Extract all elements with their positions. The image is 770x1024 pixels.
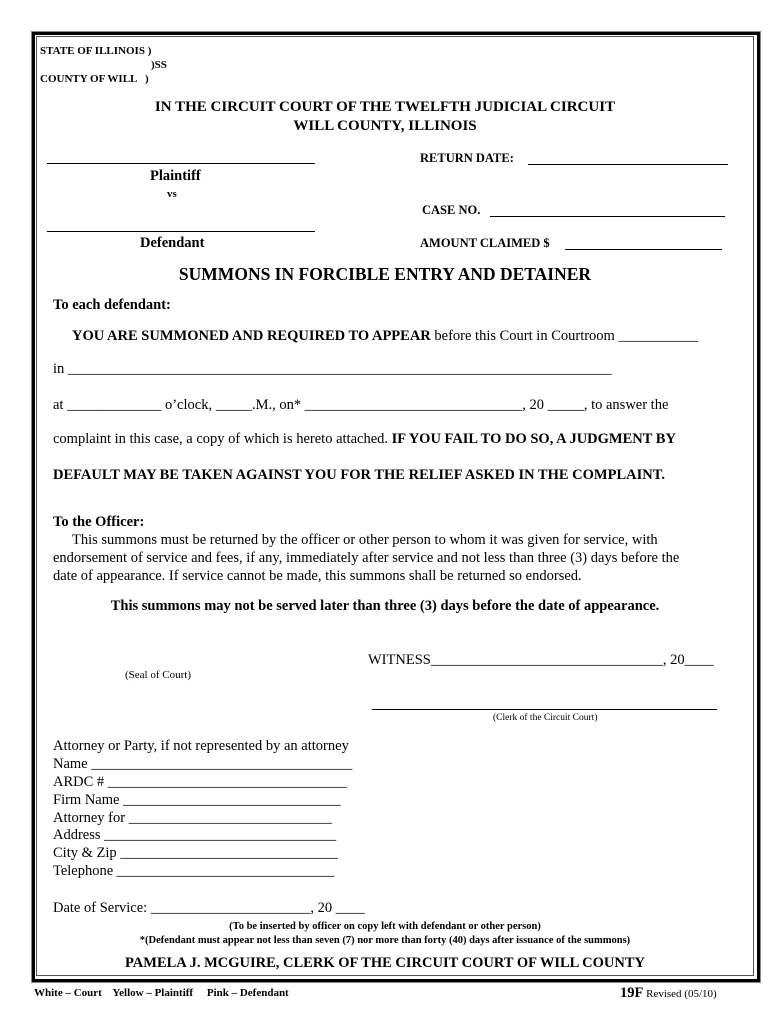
copy-distribution: White – Court Yellow – Plaintiff Pink – Defendant	[34, 987, 289, 999]
plaintiff-field[interactable]	[47, 163, 315, 164]
summoned-line	[72, 329, 698, 344]
attorney-heading: Attorney or Party, if not represented by an attorney	[53, 738, 349, 754]
clerk-label: (Clerk of the Circuit Court)	[493, 713, 598, 723]
form-id: 19F	[620, 985, 644, 1001]
default-warning: DEFAULT MAY BE TAKEN AGAINST YOU FOR THE RELIEF ASKED IN THE COMPLAINT.	[53, 467, 665, 483]
summoned-bold: YOU ARE SUMMONED AND REQUIRED TO APPEAR	[72, 328, 431, 344]
clerk-signature-field[interactable]	[372, 709, 717, 710]
complaint-text: complaint in this case, a copy of which is hereto attached.	[53, 431, 392, 447]
amount-claimed-label: AMOUNT CLAIMED $	[420, 236, 550, 250]
attorney-address-field[interactable]: Address ________________________________	[53, 827, 337, 843]
attorney-telephone-field[interactable]: Telephone ______________________________	[53, 863, 335, 879]
case-no-field[interactable]	[490, 216, 725, 217]
revision-date: Revised (05/10)	[643, 988, 717, 1000]
ss-label: )SS	[151, 59, 167, 71]
officer-text-2: endorsement of service and fees, if any, immediately after service and not less than three (3) days before the	[53, 550, 680, 566]
to-each-defendant: To each defendant:	[53, 297, 171, 313]
date-of-service-field[interactable]: Date of Service: ______________________, 20 ____	[53, 900, 365, 916]
form-number	[620, 986, 717, 1001]
complaint-line	[53, 432, 676, 447]
county-label: COUNTY OF WILL )	[40, 73, 149, 85]
plaintiff-label: Plaintiff	[150, 168, 201, 184]
return-date-field[interactable]	[528, 164, 728, 165]
service-limit-notice: This summons may not be served later than three (3) days before the date of appearance.	[110, 598, 660, 614]
witness-line: WITNESS________________________________, 20____	[368, 652, 714, 668]
attorney-name-field[interactable]: Name ____________________________________	[53, 756, 353, 772]
service-note: (To be inserted by officer on copy left with defendant or other person)	[229, 921, 541, 932]
officer-text-1: This summons must be returned by the officer or other person to whom it was given for service, with	[72, 532, 658, 548]
time-line: at _____________ o’clock, _____.M., on* ______________________________, 20 _____, to answer the	[53, 397, 669, 413]
vs-label: vs	[167, 188, 177, 200]
return-date-label: RETURN DATE:	[420, 151, 514, 165]
appearance-note: *(Defendant must appear not less than seven (7) nor more than forty (40) days after issuance of the summons)	[139, 935, 631, 946]
state-label: STATE OF ILLINOIS )	[40, 45, 152, 57]
to-officer-heading: To the Officer:	[53, 514, 145, 530]
officer-text-3: date of appearance. If service cannot be made, this summons shall be returned so endorsed.	[53, 568, 582, 584]
case-no-label: CASE NO.	[422, 203, 481, 217]
summons-title: SUMMONS IN FORCIBLE ENTRY AND DETAINER	[178, 264, 592, 284]
amount-claimed-field[interactable]	[565, 249, 722, 250]
clerk-name: PAMELA J. MCGUIRE, CLERK OF THE CIRCUIT COURT OF WILL COUNTY	[125, 955, 645, 971]
attorney-firm-field[interactable]: Firm Name ______________________________	[53, 792, 341, 808]
court-county: WILL COUNTY, ILLINOIS	[293, 118, 477, 134]
attorney-city-zip-field[interactable]: City & Zip ______________________________	[53, 845, 338, 861]
defendant-field[interactable]	[47, 231, 315, 232]
attorney-for-field[interactable]: Attorney for ____________________________	[53, 810, 332, 826]
seal-of-court: (Seal of Court)	[125, 669, 191, 681]
attorney-ardc-field[interactable]: ARDC # _________________________________	[53, 774, 348, 790]
fail-warning: IF YOU FAIL TO DO SO, A JUDGMENT BY	[391, 431, 676, 447]
defendant-label: Defendant	[140, 235, 205, 251]
summoned-rest: before this Court in Courtroom ___________	[430, 328, 699, 344]
court-name: IN THE CIRCUIT COURT OF THE TWELFTH JUDICIAL CIRCUIT	[154, 99, 616, 115]
location-line: in ___________________________________________________________________________	[53, 361, 612, 377]
